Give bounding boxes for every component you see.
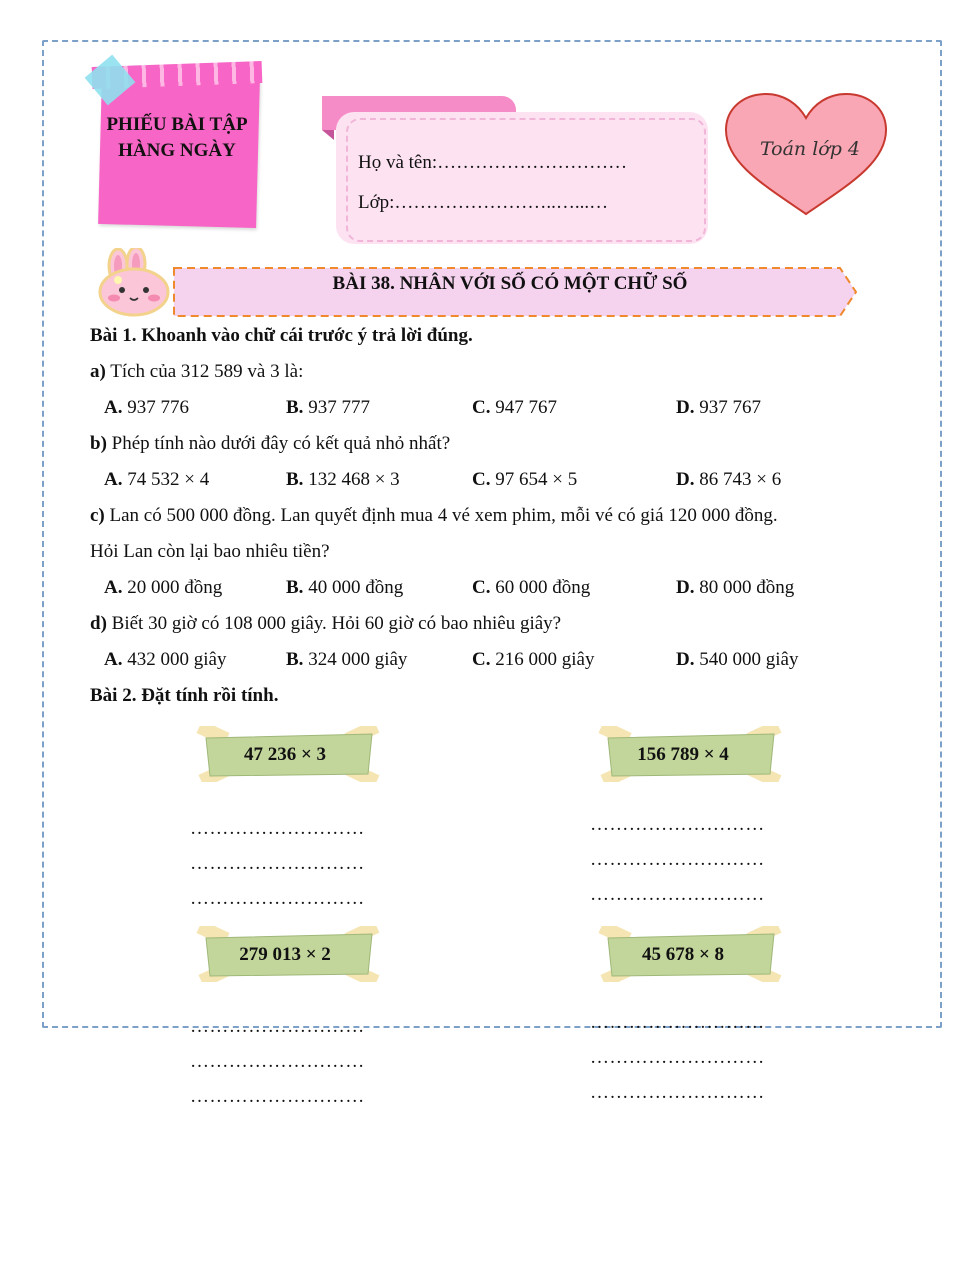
answer-line[interactable]: ……………………… (190, 1086, 365, 1107)
question-c (90, 505, 778, 527)
answer-line[interactable]: ……………………… (590, 1047, 765, 1068)
problem-4: 45 678 × 8 (641, 944, 725, 965)
option-c-C[interactable]: C. 60 000 đồng (472, 577, 591, 598)
option-a-C[interactable]: C. 947 767 (472, 397, 557, 418)
question-a (90, 361, 303, 383)
option-b-D[interactable]: D. 86 743 × 6 (676, 469, 782, 490)
question-letter: c) (90, 505, 105, 526)
option-a-A[interactable]: A. 937 776 (104, 397, 189, 418)
worksheet-title: PHIẾU BÀI TẬP HÀNG NGÀY (106, 114, 248, 161)
class-field[interactable]: Lớp:……………………..…...… (358, 192, 609, 213)
answer-line[interactable]: ……………………… (590, 1082, 765, 1103)
option-d-D[interactable]: D. 540 000 giây (676, 649, 799, 670)
option-c-A[interactable]: A. 20 000 đồng (104, 577, 223, 598)
grade-label: Toán lớp 4 (759, 138, 861, 160)
answer-line[interactable]: ……………………… (590, 814, 765, 835)
card-fold (322, 130, 334, 140)
bunny-icon (94, 248, 176, 318)
answer-line[interactable]: ……………………… (590, 884, 765, 905)
question-letter: b) (90, 433, 107, 454)
option-d-A[interactable]: A. 432 000 giây (104, 649, 227, 670)
option-d-B[interactable]: B. 324 000 giây (286, 649, 408, 670)
name-card-border (346, 118, 706, 242)
question-c-line2: Hỏi Lan còn lại bao nhiêu tiền? (90, 541, 330, 562)
lesson-title: BÀI 38. NHÂN VỚI SỐ CÓ MỘT CHỮ SỐ (332, 273, 688, 294)
option-b-C[interactable]: C. 97 654 × 5 (472, 469, 578, 490)
question-text: Tích của 312 589 và 3 là: (105, 361, 304, 382)
answer-line[interactable]: ……………………… (190, 1051, 365, 1072)
option-d-C[interactable]: C. 216 000 giây (472, 649, 595, 670)
option-b-B[interactable]: B. 132 468 × 3 (286, 469, 400, 490)
question-text: Biết 30 giờ có 108 000 giây. Hỏi 60 giờ có bao nhiêu giây? (106, 613, 562, 634)
option-a-D[interactable]: D. 937 767 (676, 397, 761, 418)
problem-3: 279 013 × 2 (239, 944, 331, 965)
problem-1: 47 236 × 3 (243, 744, 327, 765)
question-text: Phép tính nào dưới đây có kết quả nhỏ nhất? (106, 433, 451, 454)
question-text: Lan có 500 000 đồng. Lan quyết định mua 4 vé xem phim, mỗi vé có giá 120 000 đồng. (104, 505, 778, 526)
option-b-A[interactable]: A. 74 532 × 4 (104, 469, 210, 490)
answer-line[interactable]: ……………………… (190, 888, 365, 909)
ex2-title: Bài 2. Đặt tính rồi tính. (90, 685, 279, 706)
problem-2: 156 789 × 4 (637, 744, 729, 765)
question-letter: d) (90, 613, 107, 634)
question-b (90, 433, 450, 455)
ex1-title: Bài 1. Khoanh vào chữ cái trước ý trả lời đúng. (90, 325, 473, 346)
question-letter: a) (90, 361, 106, 382)
option-c-B[interactable]: B. 40 000 đồng (286, 577, 404, 598)
question-d (90, 613, 561, 635)
answer-line[interactable]: ……………………… (190, 853, 365, 874)
answer-line[interactable]: ……………………… (190, 1016, 365, 1037)
student-name-field[interactable]: Họ và tên:………………………… (358, 152, 628, 173)
option-c-D[interactable]: D. 80 000 đồng (676, 577, 795, 598)
answer-line[interactable]: ……………………… (590, 1012, 765, 1033)
answer-line[interactable]: ……………………… (190, 818, 365, 839)
answer-line[interactable]: ……………………… (590, 849, 765, 870)
option-a-B[interactable]: B. 937 777 (286, 397, 370, 418)
